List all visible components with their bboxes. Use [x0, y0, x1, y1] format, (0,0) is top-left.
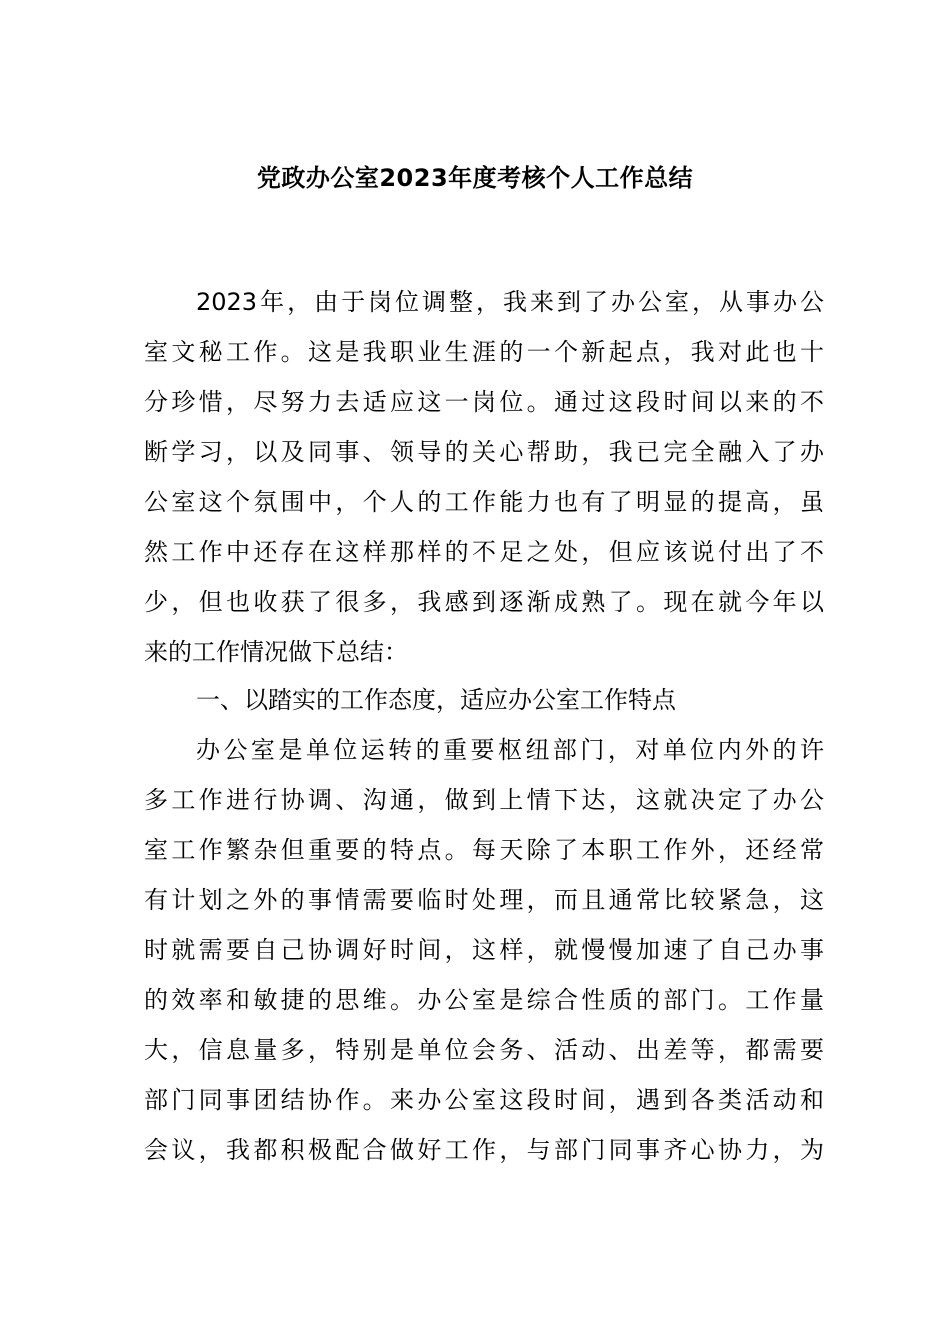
paragraph-line: 分珍惜，尽努力去适应这一岗位。通过这段时间以来的不 — [144, 388, 824, 416]
paragraph-line: 公室这个氛围中，个人的工作能力也有了明显的提高，虽 — [144, 488, 824, 516]
document-title: 党政办公室2023年度考核个人工作总结 — [256, 164, 694, 192]
paragraph-line: 少，但也收获了很多，我感到逐渐成熟了。现在就今年以 — [144, 588, 824, 616]
paragraph-line: 的效率和敏捷的思维。办公室是综合性质的部门。工作量 — [144, 986, 824, 1014]
paragraph-line: 来的工作情况做下总结： — [144, 638, 408, 666]
paragraph-line: 2023年，由于岗位调整，我来到了办公室，从事办公 — [196, 288, 824, 316]
paragraph-line: 大，信息量多，特别是单位会务、活动、出差等，都需要 — [144, 1036, 824, 1064]
paragraph-line: 室工作繁杂但重要的特点。每天除了本职工作外，还经常 — [144, 836, 824, 864]
paragraph-line: 办公室是单位运转的重要枢纽部门，对单位内外的许 — [196, 736, 824, 764]
paragraph-line: 部门同事团结协作。来办公室这段时间，遇到各类活动和 — [144, 1086, 824, 1114]
paragraph-line: 多工作进行协调、沟通，做到上情下达，这就决定了办公 — [144, 786, 824, 814]
section-heading: 一、以踏实的工作态度，适应办公室工作特点 — [196, 686, 676, 714]
paragraph-line: 时就需要自己协调好时间，这样，就慢慢加速了自己办事 — [144, 936, 824, 964]
paragraph-line: 有计划之外的事情需要临时处理，而且通常比较紧急，这 — [144, 886, 824, 914]
paragraph-line: 会议，我都积极配合做好工作，与部门同事齐心协力，为 — [144, 1136, 824, 1164]
paragraph-line: 然工作中还存在这样那样的不足之处，但应该说付出了不 — [144, 538, 824, 566]
paragraph-line: 室文秘工作。这是我职业生涯的一个新起点，我对此也十 — [144, 338, 824, 366]
paragraph-line: 断学习，以及同事、领导的关心帮助，我已完全融入了办 — [144, 438, 824, 466]
